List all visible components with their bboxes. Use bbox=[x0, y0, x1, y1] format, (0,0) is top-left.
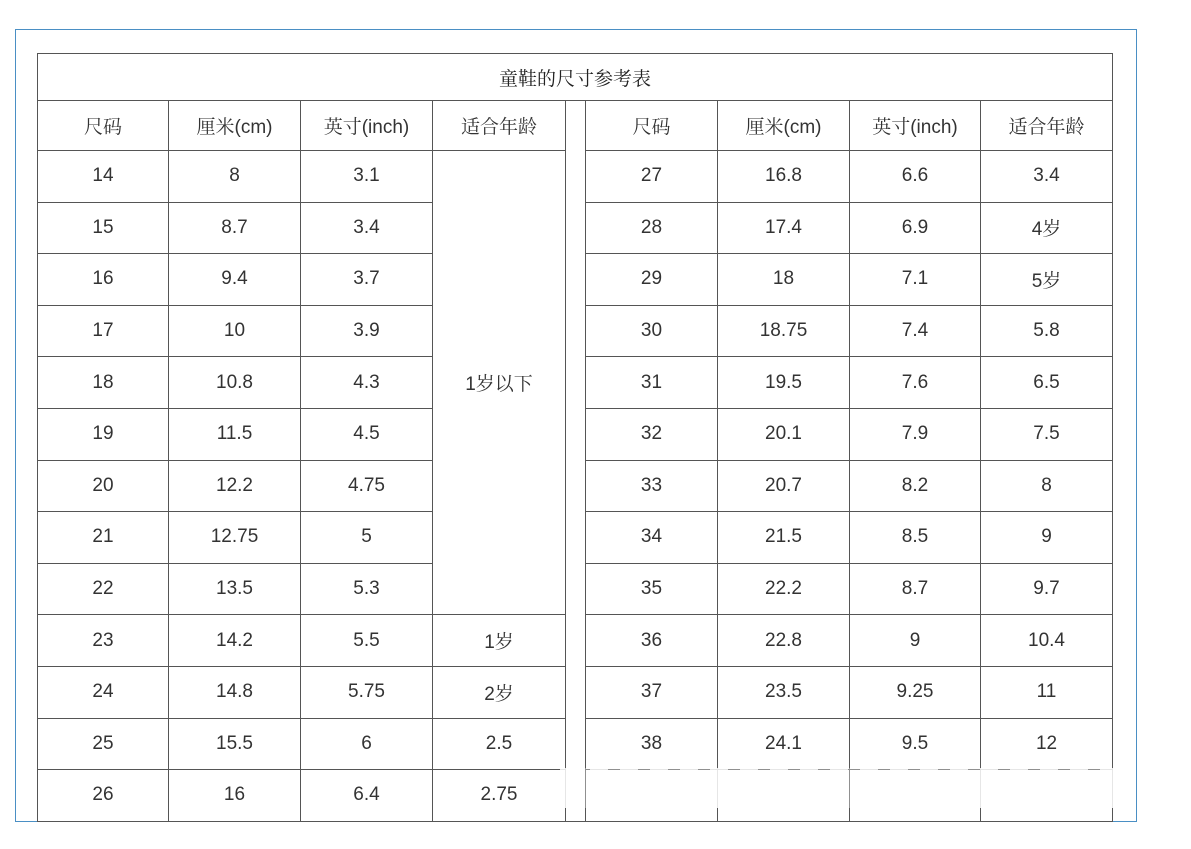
cell-size: 31 bbox=[586, 357, 718, 409]
header-age-right: 适合年龄 bbox=[981, 101, 1113, 151]
cell-inch: 6.9 bbox=[850, 202, 981, 254]
header-cm-left: 厘米(cm) bbox=[169, 101, 301, 151]
cell-age: 1岁 bbox=[433, 615, 566, 667]
cell-inch: 8.7 bbox=[850, 563, 981, 615]
cell-size: 27 bbox=[586, 151, 718, 203]
cell-age: 6.5 bbox=[981, 357, 1113, 409]
cell-cm: 18 bbox=[718, 254, 850, 306]
cell-cm: 10.8 bbox=[169, 357, 301, 409]
cell-size: 24 bbox=[38, 666, 169, 718]
cell-size: 29 bbox=[586, 254, 718, 306]
header-inch-left: 英寸(inch) bbox=[301, 101, 433, 151]
cell-cm: 18.75 bbox=[718, 305, 850, 357]
cell-cm bbox=[718, 770, 850, 822]
cell-age: 9 bbox=[981, 512, 1113, 564]
cell-size: 32 bbox=[586, 408, 718, 460]
cell-inch: 9.25 bbox=[850, 666, 981, 718]
cell-size: 22 bbox=[38, 563, 169, 615]
cell-age: 2.5 bbox=[433, 718, 566, 770]
cell-inch: 5.5 bbox=[301, 615, 433, 667]
cell-inch: 8.2 bbox=[850, 460, 981, 512]
cell-age: 5.8 bbox=[981, 305, 1113, 357]
cell-cm: 21.5 bbox=[718, 512, 850, 564]
cell-age: 10.4 bbox=[981, 615, 1113, 667]
cell-inch: 6.6 bbox=[850, 151, 981, 203]
cell-age: 11 bbox=[981, 666, 1113, 718]
column-separator bbox=[566, 101, 586, 822]
cell-inch: 6.4 bbox=[301, 770, 433, 822]
cell-cm: 8 bbox=[169, 151, 301, 203]
cell-cm: 8.7 bbox=[169, 202, 301, 254]
cell-age: 12 bbox=[981, 718, 1113, 770]
cell-size: 37 bbox=[586, 666, 718, 718]
cell-size: 14 bbox=[38, 151, 169, 203]
cell-inch: 5 bbox=[301, 512, 433, 564]
cell-inch bbox=[850, 770, 981, 822]
header-size-left: 尺码 bbox=[38, 101, 169, 151]
cell-inch: 7.6 bbox=[850, 357, 981, 409]
cell-inch: 4.3 bbox=[301, 357, 433, 409]
cell-inch: 6 bbox=[301, 718, 433, 770]
cell-inch: 9.5 bbox=[850, 718, 981, 770]
cell-cm: 12.75 bbox=[169, 512, 301, 564]
cell-size: 38 bbox=[586, 718, 718, 770]
cell-cm: 23.5 bbox=[718, 666, 850, 718]
header-inch-right: 英寸(inch) bbox=[850, 101, 981, 151]
cell-age: 2.75 bbox=[433, 770, 566, 822]
table-title: 童鞋的尺寸参考表 bbox=[38, 54, 1113, 101]
cell-inch: 8.5 bbox=[850, 512, 981, 564]
cell-inch: 4.5 bbox=[301, 408, 433, 460]
cell-cm: 22.8 bbox=[718, 615, 850, 667]
cell-age: 3.4 bbox=[981, 151, 1113, 203]
cell-size bbox=[586, 770, 718, 822]
header-size-right: 尺码 bbox=[586, 101, 718, 151]
cell-inch: 7.1 bbox=[850, 254, 981, 306]
cell-size: 21 bbox=[38, 512, 169, 564]
cell-size: 30 bbox=[586, 305, 718, 357]
cell-cm: 19.5 bbox=[718, 357, 850, 409]
cell-inch: 5.75 bbox=[301, 666, 433, 718]
cell-size: 26 bbox=[38, 770, 169, 822]
cell-cm: 11.5 bbox=[169, 408, 301, 460]
cell-size: 18 bbox=[38, 357, 169, 409]
cell-cm: 16.8 bbox=[718, 151, 850, 203]
cell-inch: 7.4 bbox=[850, 305, 981, 357]
cell-cm: 17.4 bbox=[718, 202, 850, 254]
cell-size: 20 bbox=[38, 460, 169, 512]
cell-cm: 22.2 bbox=[718, 563, 850, 615]
cell-cm: 14.2 bbox=[169, 615, 301, 667]
cell-age: 4岁 bbox=[981, 202, 1113, 254]
cell-age: 5岁 bbox=[981, 254, 1113, 306]
cell-size: 28 bbox=[586, 202, 718, 254]
cell-inch: 3.7 bbox=[301, 254, 433, 306]
cell-inch: 9 bbox=[850, 615, 981, 667]
cell-inch: 5.3 bbox=[301, 563, 433, 615]
cell-cm: 9.4 bbox=[169, 254, 301, 306]
cell-size: 19 bbox=[38, 408, 169, 460]
cell-cm: 12.2 bbox=[169, 460, 301, 512]
cell-size: 35 bbox=[586, 563, 718, 615]
cell-inch: 7.9 bbox=[850, 408, 981, 460]
cell-cm: 13.5 bbox=[169, 563, 301, 615]
cell-age: 8 bbox=[981, 460, 1113, 512]
shoe-size-table bbox=[37, 53, 1113, 822]
cell-age bbox=[981, 770, 1113, 822]
header-cm-right: 厘米(cm) bbox=[718, 101, 850, 151]
cell-age-merged: 1岁以下 bbox=[433, 151, 566, 615]
cell-inch: 4.75 bbox=[301, 460, 433, 512]
cell-age: 2岁 bbox=[433, 666, 566, 718]
cell-size: 36 bbox=[586, 615, 718, 667]
cell-cm: 14.8 bbox=[169, 666, 301, 718]
cell-cm: 24.1 bbox=[718, 718, 850, 770]
cell-size: 15 bbox=[38, 202, 169, 254]
cell-cm: 15.5 bbox=[169, 718, 301, 770]
cell-inch: 3.4 bbox=[301, 202, 433, 254]
cell-size: 23 bbox=[38, 615, 169, 667]
cell-size: 33 bbox=[586, 460, 718, 512]
cell-inch: 3.1 bbox=[301, 151, 433, 203]
cell-age: 7.5 bbox=[981, 408, 1113, 460]
cell-size: 16 bbox=[38, 254, 169, 306]
cell-cm: 20.1 bbox=[718, 408, 850, 460]
cell-cm: 16 bbox=[169, 770, 301, 822]
cell-size: 17 bbox=[38, 305, 169, 357]
cell-inch: 3.9 bbox=[301, 305, 433, 357]
header-row bbox=[38, 101, 1113, 151]
cell-cm: 10 bbox=[169, 305, 301, 357]
cell-size: 34 bbox=[586, 512, 718, 564]
header-age-left: 适合年龄 bbox=[433, 101, 566, 151]
cell-size: 25 bbox=[38, 718, 169, 770]
cell-age: 9.7 bbox=[981, 563, 1113, 615]
cell-cm: 20.7 bbox=[718, 460, 850, 512]
